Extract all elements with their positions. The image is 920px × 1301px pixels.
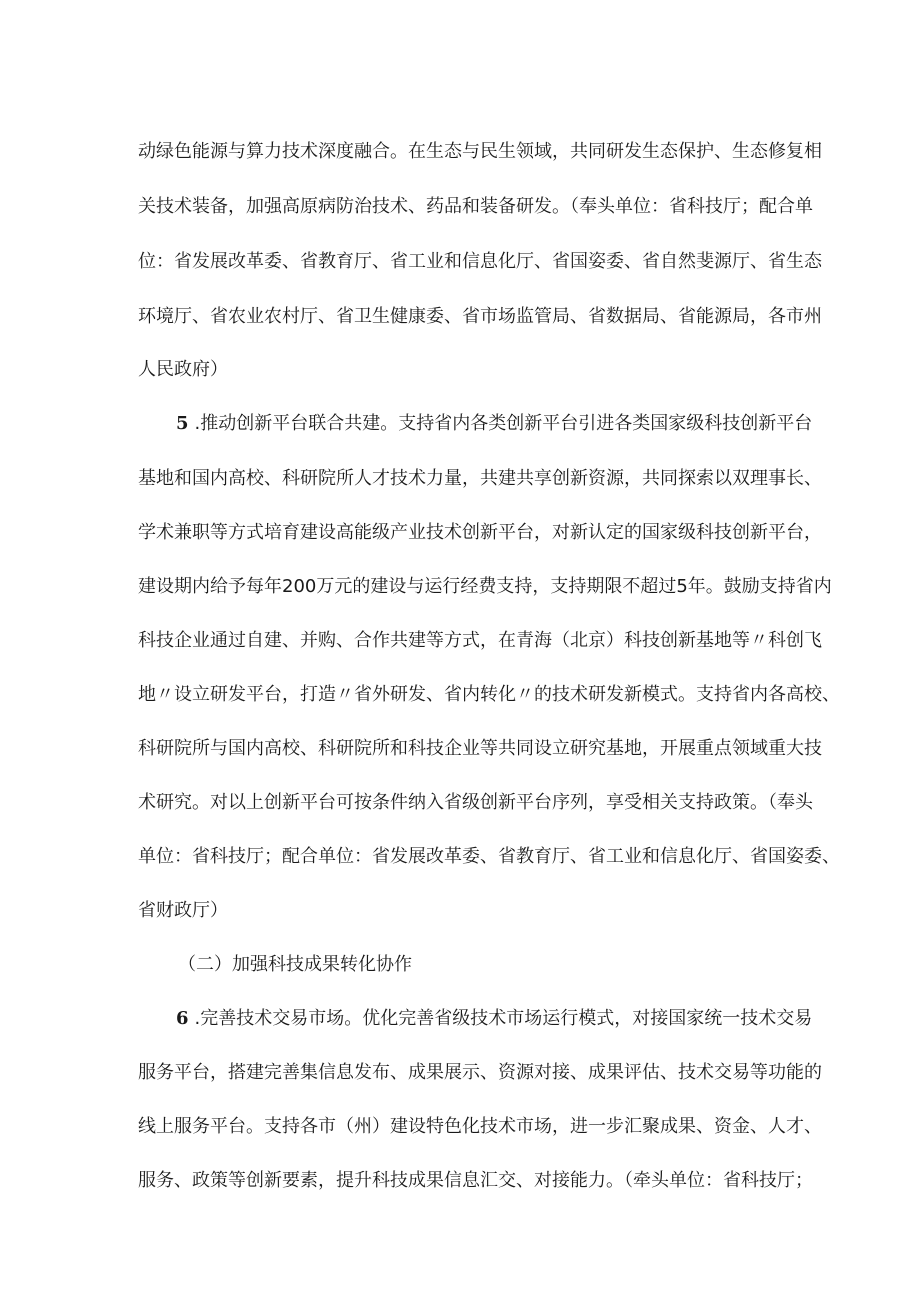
para3-line-3: 线上服务平台。支持各市（州）建设特色化技术市场，进一步汇聚成果、资金、人才、 bbox=[138, 1116, 822, 1137]
section-heading: （二）加强科技成果转化协作 bbox=[178, 954, 412, 975]
para1-line-4: 环境厅、省农业农村厅、省卫生健康委、省市场监管局、省数据局、省能源局，各市州 bbox=[138, 306, 822, 327]
para1-line-1: 动绿色能源与算力技术深度融合。在生态与民生领域，共同研发生态保护、生态修复相 bbox=[138, 141, 822, 162]
para2-line-8: 术研究。对以上创新平台可按条件纳入省级创新平台序列，享受相关支持政策。（奉头 bbox=[138, 792, 813, 813]
para1-line-3: 位：省发展改革委、省教育厅、省工业和信息化厅、省国姿委、省自然斐源厅、省生态 bbox=[138, 251, 822, 272]
para2-line-2: 基地和国内高校、科研院所人才技术力量，共建共享创新资源，共同探索以双理事长、 bbox=[138, 468, 822, 489]
para3-line-4: 服务、政策等创新要素，提升科技成果信息汇交、对接能力。（牵头单位：省科技厅； bbox=[138, 1170, 813, 1191]
para3-first-line bbox=[176, 1007, 812, 1031]
para3-line-2: 服务平台，搭建完善集信息发布、成果展示、资源对接、成果评估、技术交易等功能的 bbox=[138, 1062, 822, 1083]
para2-line-6: 地〃设立研发平台，打造〃省外研发、省内转化〃的技术研发新模式。支持省内各高校、 bbox=[138, 684, 840, 705]
para2-line-9: 单位：省科技厅；配合单位：省发展改革委、省教育厅、省工业和信息化厅、省国姿委、 bbox=[138, 846, 840, 867]
para2-line-4: 建设期内给予每年200万元的建设与运行经费支持，支持期限不超过5年。鼓励支持省内 bbox=[138, 576, 832, 597]
para2-line-10: 省财政厅） bbox=[138, 900, 228, 921]
para3-first-line-text: .完善技术交易市场。优化完善省级技术市场运行模式，对接国家统一技术交易 bbox=[194, 1008, 813, 1029]
para2-line-5: 科技企业通过自建、并购、合作共建等方式，在青海（北京）科技创新基地等〃科创飞 bbox=[138, 630, 822, 651]
para2-line-7: 科研院所与国内高校、科研院所和科技企业等共同设立研究基地，开展重点领域重大技 bbox=[138, 738, 822, 759]
para2-first-line bbox=[176, 412, 812, 436]
para1-line-2: 关技术装备，加强高原病防治技术、药品和装备研发。（奉头单位：省科技厅；配合单 bbox=[138, 196, 813, 217]
para2-first-line-text: .推动创新平台联合共建。支持省内各类创新平台引进各类国家级科技创新平台 bbox=[194, 413, 813, 434]
para2-line-3: 学术兼职等方式培育建设高能级产业技术创新平台，对新认定的国家级科技创新平台， bbox=[138, 522, 822, 543]
para1-line-5: 人民政府） bbox=[138, 359, 228, 380]
item-number-5: 5 bbox=[176, 413, 189, 434]
item-number-6: 6 bbox=[176, 1008, 189, 1029]
